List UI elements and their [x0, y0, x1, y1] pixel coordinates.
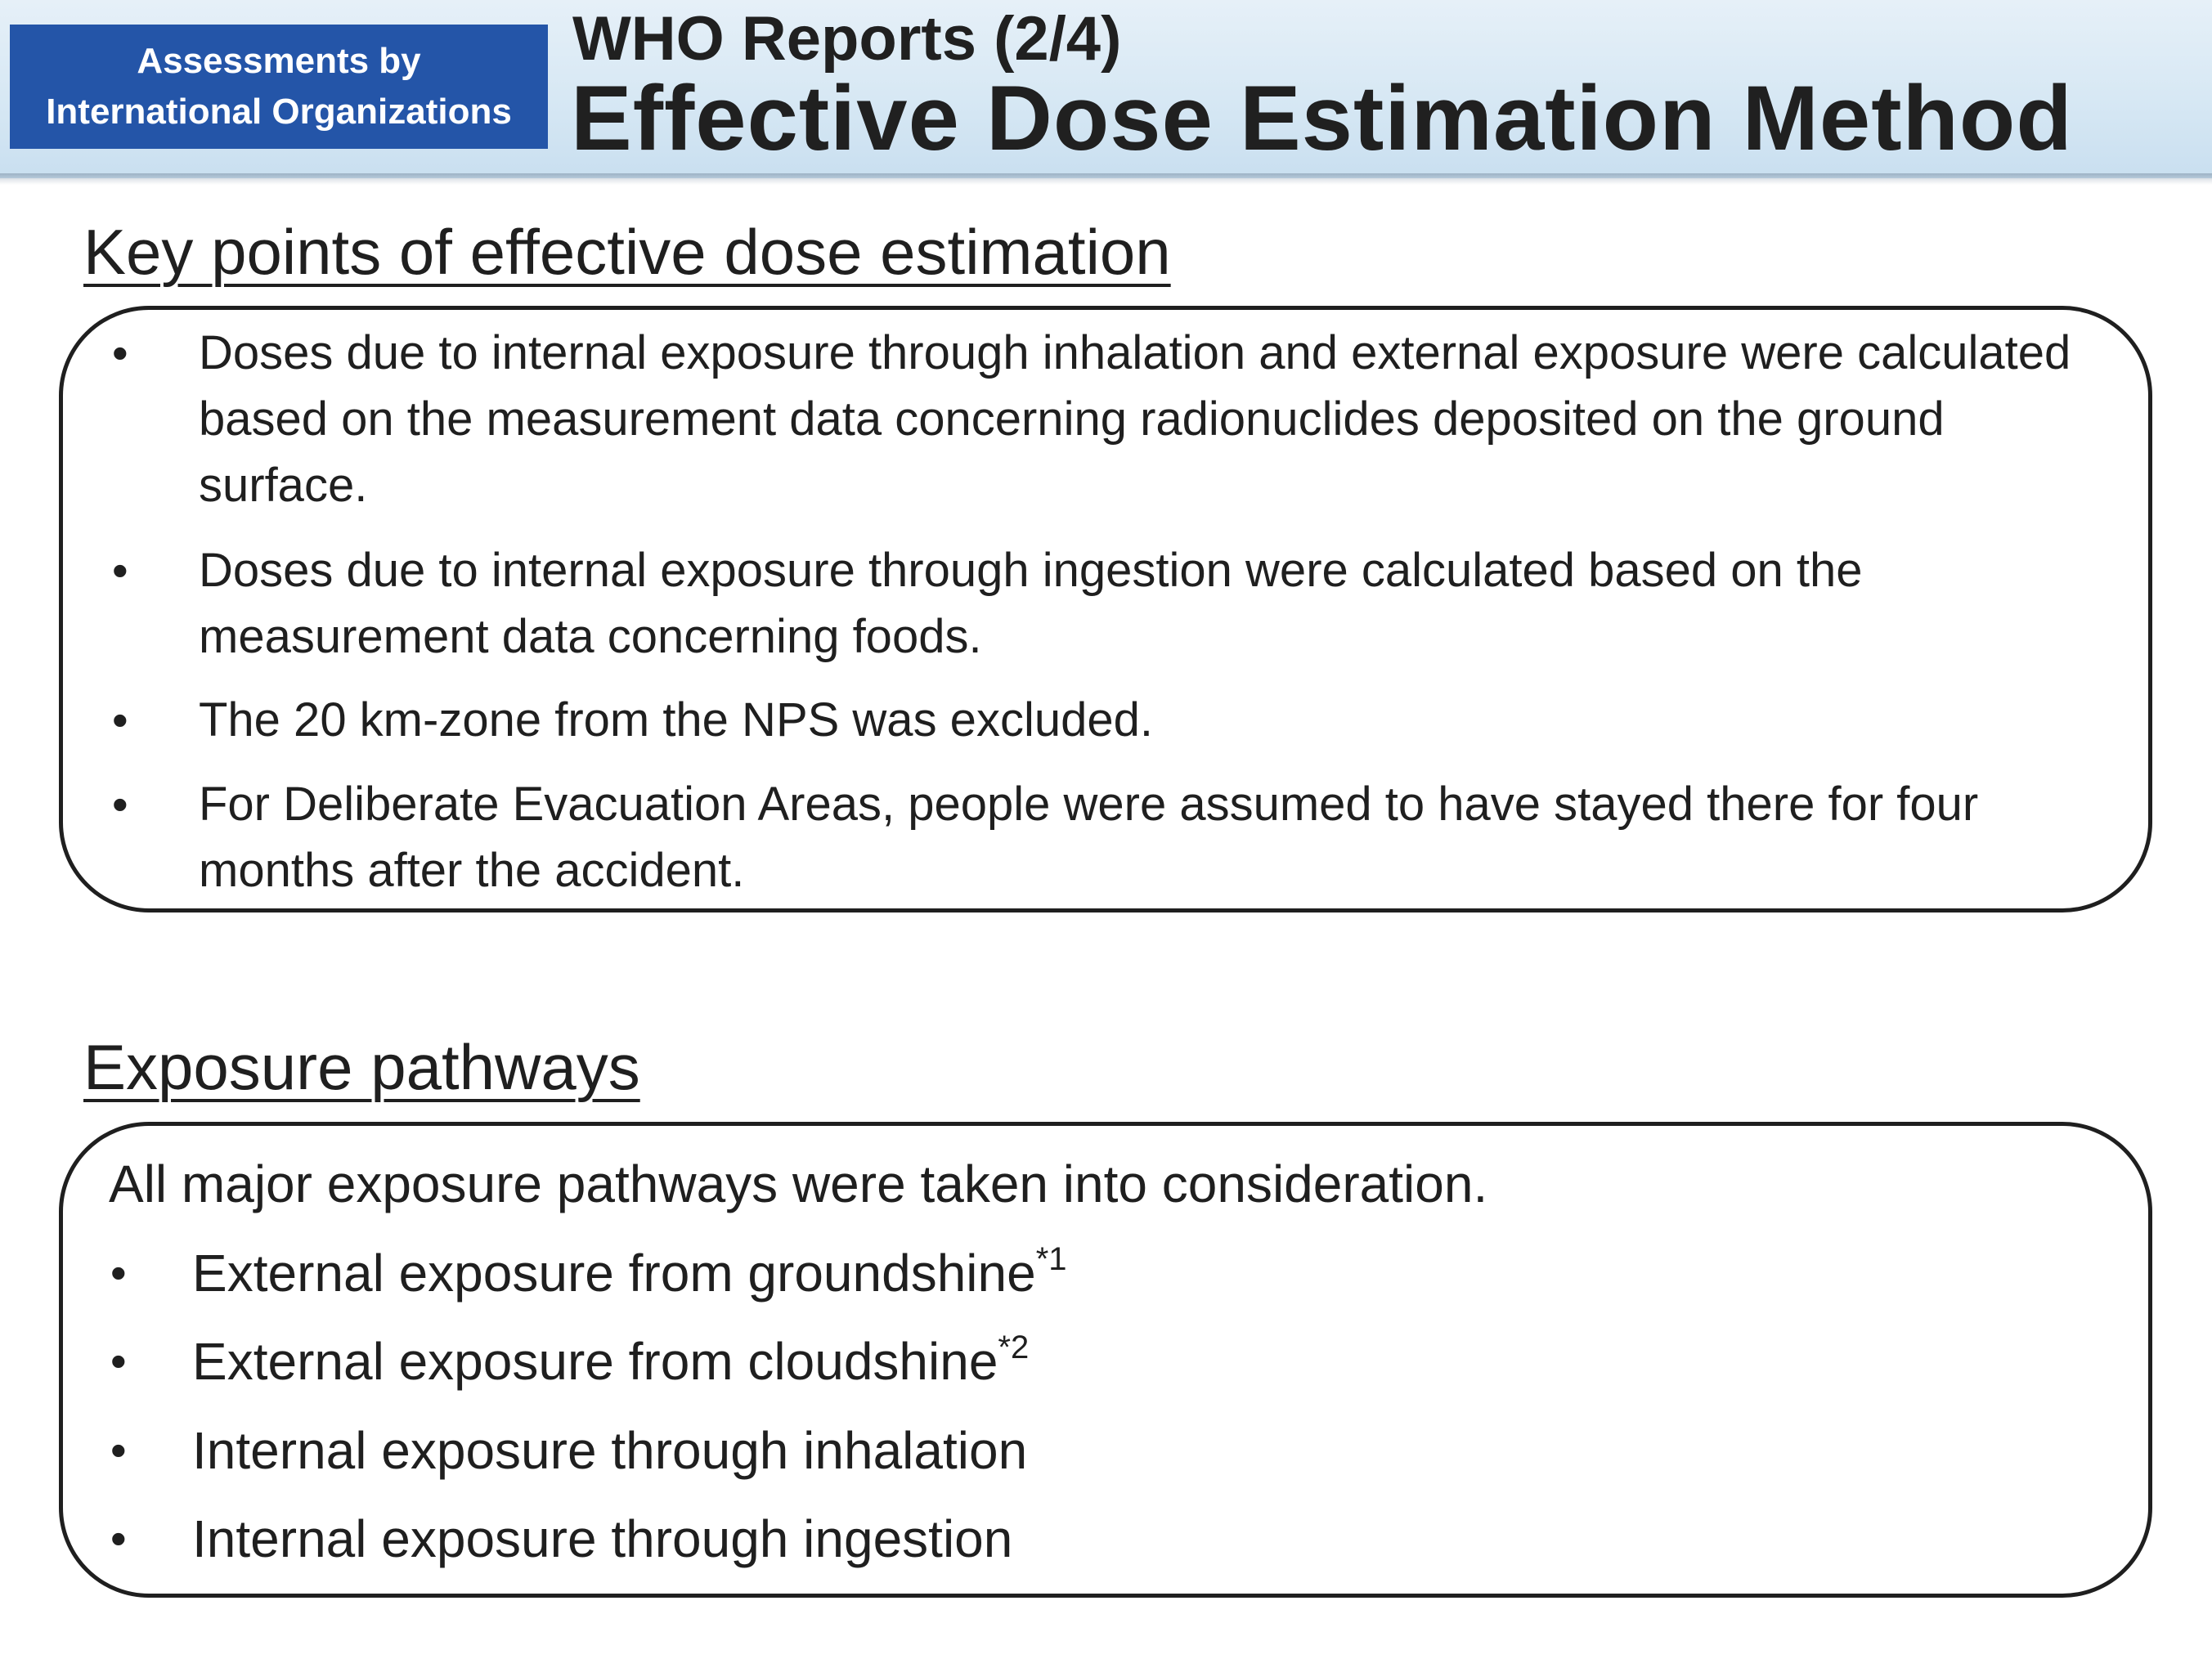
key-points-box: [59, 306, 2152, 912]
category-badge: [10, 25, 548, 149]
pathway-label: External exposure from groundshine: [192, 1244, 1036, 1303]
bullet-icon: •: [110, 1424, 127, 1476]
bullet-icon: •: [112, 778, 128, 830]
pathway-text: [192, 1236, 2114, 1310]
pathway-label: External exposure from cloudshine: [192, 1332, 998, 1391]
pathway-text: [192, 1414, 2114, 1487]
key-point-text: The 20 km-zone from the NPS was excluded.: [199, 693, 1153, 747]
page-title: Effective Dose Estimation Method: [571, 67, 2073, 169]
pathways-intro: All major exposure pathways were taken into consideration.: [109, 1155, 1488, 1213]
pathway-text: [192, 1502, 2114, 1576]
pathway-label: Internal exposure through ingestion: [192, 1509, 1013, 1568]
key-point-text: For Deliberate Evacuation Areas, people were assumed to have stayed there for four months after the accident.: [199, 778, 1979, 897]
footnote-marker: *2: [998, 1329, 1030, 1365]
footnote-marker: *1: [1035, 1241, 1067, 1277]
bullet-icon: •: [112, 694, 128, 746]
bullet-icon: •: [112, 545, 128, 596]
category-line-1: Assessments by: [137, 41, 421, 81]
key-point-text: Doses due to internal exposure through inhalation and external exposure were calculated based on the measurement data concerning radionuclides deposited on the ground surface.: [199, 326, 2071, 512]
category-line-2: International Organizations: [46, 92, 512, 132]
pathway-text: [192, 1325, 2114, 1398]
pathway-label: Internal exposure through inhalation: [192, 1421, 1028, 1480]
exposure-pathways-heading: Exposure pathways: [83, 1031, 640, 1103]
report-subtitle: WHO Reports (2/4): [572, 4, 1122, 74]
exposure-pathways-box: [59, 1122, 2152, 1598]
bullet-icon: •: [110, 1247, 127, 1298]
key-points-heading: Key points of effective dose estimation: [83, 216, 1171, 288]
bullet-icon: •: [110, 1335, 127, 1387]
bullet-icon: •: [112, 327, 128, 379]
bullet-icon: •: [110, 1513, 127, 1564]
header-divider: [0, 173, 2212, 185]
key-point-text: Doses due to internal exposure through ingestion were calculated based on the measurement data concerning foods.: [199, 544, 1863, 663]
